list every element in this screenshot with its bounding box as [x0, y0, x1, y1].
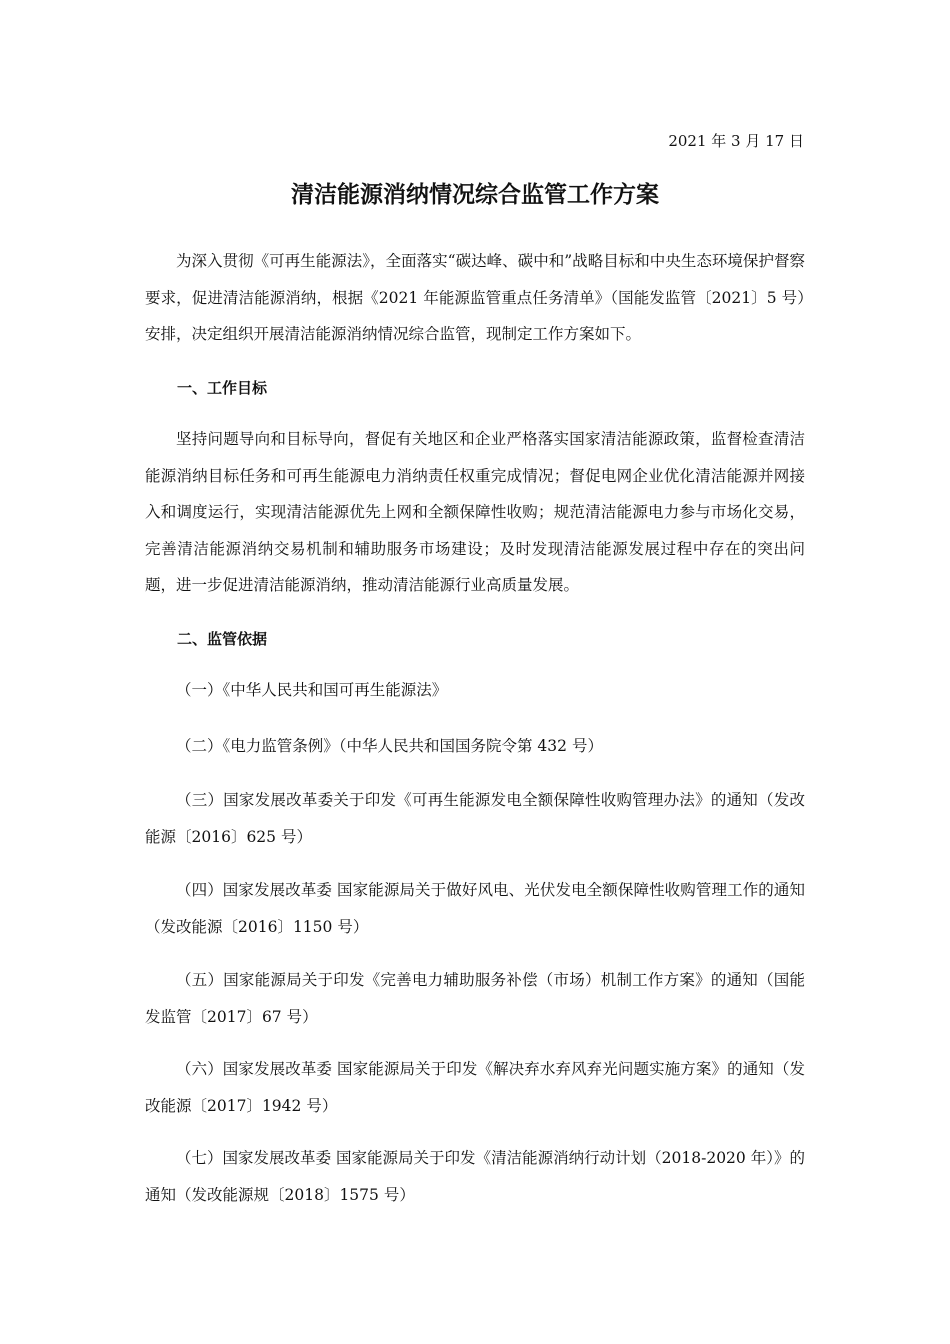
document-date: 2021 年 3 月 17 日	[668, 132, 804, 150]
section-heading-basis: 二、监管依据	[177, 630, 268, 648]
section-heading-goals: 一、工作目标	[177, 379, 268, 397]
basis-item: （七）国家发展改革委 国家能源局关于印发《清洁能源消纳行动计划（2018-2020 年）》的通知（发改能源规〔2018〕1575 号）	[145, 1149, 805, 1204]
basis-item: （二）《电力监管条例》（中华人民共和国国务院令第 432 号）	[176, 737, 603, 755]
goals-paragraph: 坚持问题导向和目标导向，督促有关地区和企业严格落实国家清洁能源政策，监督检查清洁能源消纳目标任务和可再生能源电力消纳责任权重完成情况；督促电网企业优化清洁能源并网接入和调度运行，实现清洁能源优先上网和全额保障性收购；规范清洁能源电力参与市场化交易，完善清洁能源消纳交易机制和辅助服务市场建设；及时发现清洁能源发展过程中存在的突出问题，进一步促进清洁能源消纳，推动清洁能源行业高质量发展。	[145, 430, 805, 594]
basis-item: （六）国家发展改革委 国家能源局关于印发《解决弃水弃风弃光问题实施方案》的通知（发改能源〔2017〕1942 号）	[145, 1060, 805, 1115]
basis-item: （四）国家发展改革委 国家能源局关于做好风电、光伏发电全额保障性收购管理工作的通知（发改能源〔2016〕1150 号）	[145, 881, 805, 936]
document-title: 清洁能源消纳情况综合监管工作方案	[291, 182, 659, 208]
intro-paragraph: 为深入贯彻《可再生能源法》，全面落实“碳达峰、碳中和”战略目标和中央生态环境保护督察要求，促进清洁能源消纳，根据《2021 年能源监管重点任务清单》（国能发监管〔2021〕5 号）安排，决定组织开展清洁能源消纳情况综合监管，现制定工作方案如下。	[145, 252, 805, 343]
basis-item: （三）国家发展改革委关于印发《可再生能源发电全额保障性收购管理办法》的通知（发改能源〔2016〕625 号）	[145, 791, 805, 846]
basis-item: （一）《中华人民共和国可再生能源法》	[176, 681, 448, 699]
basis-item: （五）国家能源局关于印发《完善电力辅助服务补偿（市场）机制工作方案》的通知（国能发监管〔2017〕67 号）	[145, 971, 805, 1026]
